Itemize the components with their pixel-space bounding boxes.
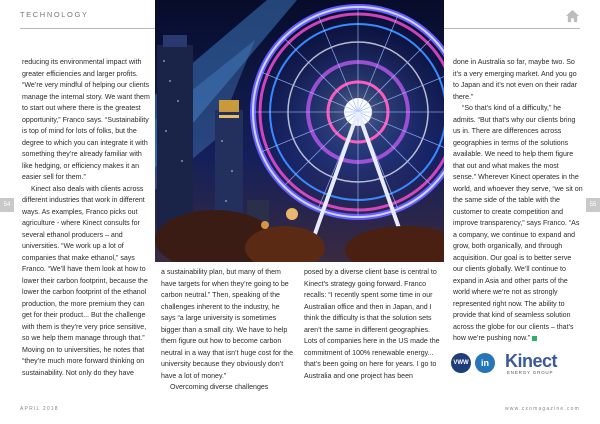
ferris-wheel-photo (155, 0, 444, 262)
paragraph: Overcoming diverse challenges (170, 384, 269, 391)
logo-row (451, 353, 581, 377)
end-mark-icon (532, 336, 537, 341)
section-label: TECHNOLOGY (20, 10, 89, 19)
paragraph: posed by a diverse client base is central to Kinect’s strategy going forward. Franco recalls: “I recently spent some time in our Australian office and then in Japan, and I think the difficulty is that the solution sets aren’t the same in different geographies. Lots of companies here in the US made the commitment of 100% renewable energy... that’s been going on here for years. I go to Australia and one project has been (304, 269, 440, 380)
article-column-4 (453, 57, 583, 345)
linkedin-icon[interactable]: in (475, 353, 495, 373)
page-number-right: 55 (586, 198, 600, 212)
home-icon[interactable] (565, 9, 580, 23)
footer-website[interactable]: www.cxomagazine.com (504, 406, 580, 412)
article-column-2 (161, 267, 295, 394)
paragraph: Kinect also deals with clients across different industries that work in different ways. As examples, Franco picks out agriculture - where Kinect consults for several ethanol producers – and universities. “We work up a lot of companies that make ethanol,” says Franco. “We’ll have them look at how to lower their carbon footprint, because the lower the carbon footprint of the ethanol production, the more premium they can get for their product... But the challenge with them is they’re very price sensitive, so we help them manage through that.” Moving on to universities, he notes that “they’re much more forward thinking on sustainability. Not only do they have (22, 185, 148, 377)
kinect-tagline: ENERGY GROUP (507, 370, 554, 375)
paragraph: done in Australia so far, maybe two. So it’s a very emerging market. And you go to Japan and it’s not even on their radar there.” (453, 59, 578, 101)
vw-logo-icon: VWW (451, 353, 471, 373)
article-column-1 (22, 57, 152, 379)
page-number-left: 54 (0, 198, 14, 212)
paragraph-text: “So that’s kind of a difficulty,” he admits. “But that’s why our clients bring us in. There are differences across geographies in terms of the solutions available. We need to help them figure that out and what makes the most sense.” Wherever Kinect operates in the world, and whoever they serve, “we sit on the same side of the table with the customer to create competition and improve transparency,” says Franco. “As a company, we continue to expand and grow, both organically, and through acquisition. Our goal is to better serve our clients globally. We’ll continue to expand in Asia and other parts of the world where we’re not as strongly represented right now. The ability to provide that kind of seamless solution across the globe for our clients – that’s how we’re pushing now.” (453, 105, 583, 342)
paragraph (453, 103, 583, 345)
paragraph: reducing its environmental impact with greater efficiencies and larger profits. “We’re very mindful of helping our clients manage the internal story. We want them to start out where there is the greatest opportunity,” Franco says. “Sustainability is top of mind for lots of folks, but the degree to which you can integrate it with something they’re already familiar with like hedging, or efficiency makes it an easier sell for them.” (22, 59, 150, 181)
footer-date: APRIL 2018 (20, 406, 59, 412)
kinect-logo: Kinect (505, 351, 558, 371)
article-column-3 (304, 267, 440, 382)
paragraph: a sustainability plan, but many of them have targets for when they’re going to be carbon neutral.” Then, speaking of the challenges inherent to the industry, he says “a large university is sometimes bigger than a small city. We have to help them figure out how to become carbon neutral in a way that isn’t huge cost for the university because they obviously don’t have a lot of money.” (161, 269, 294, 380)
